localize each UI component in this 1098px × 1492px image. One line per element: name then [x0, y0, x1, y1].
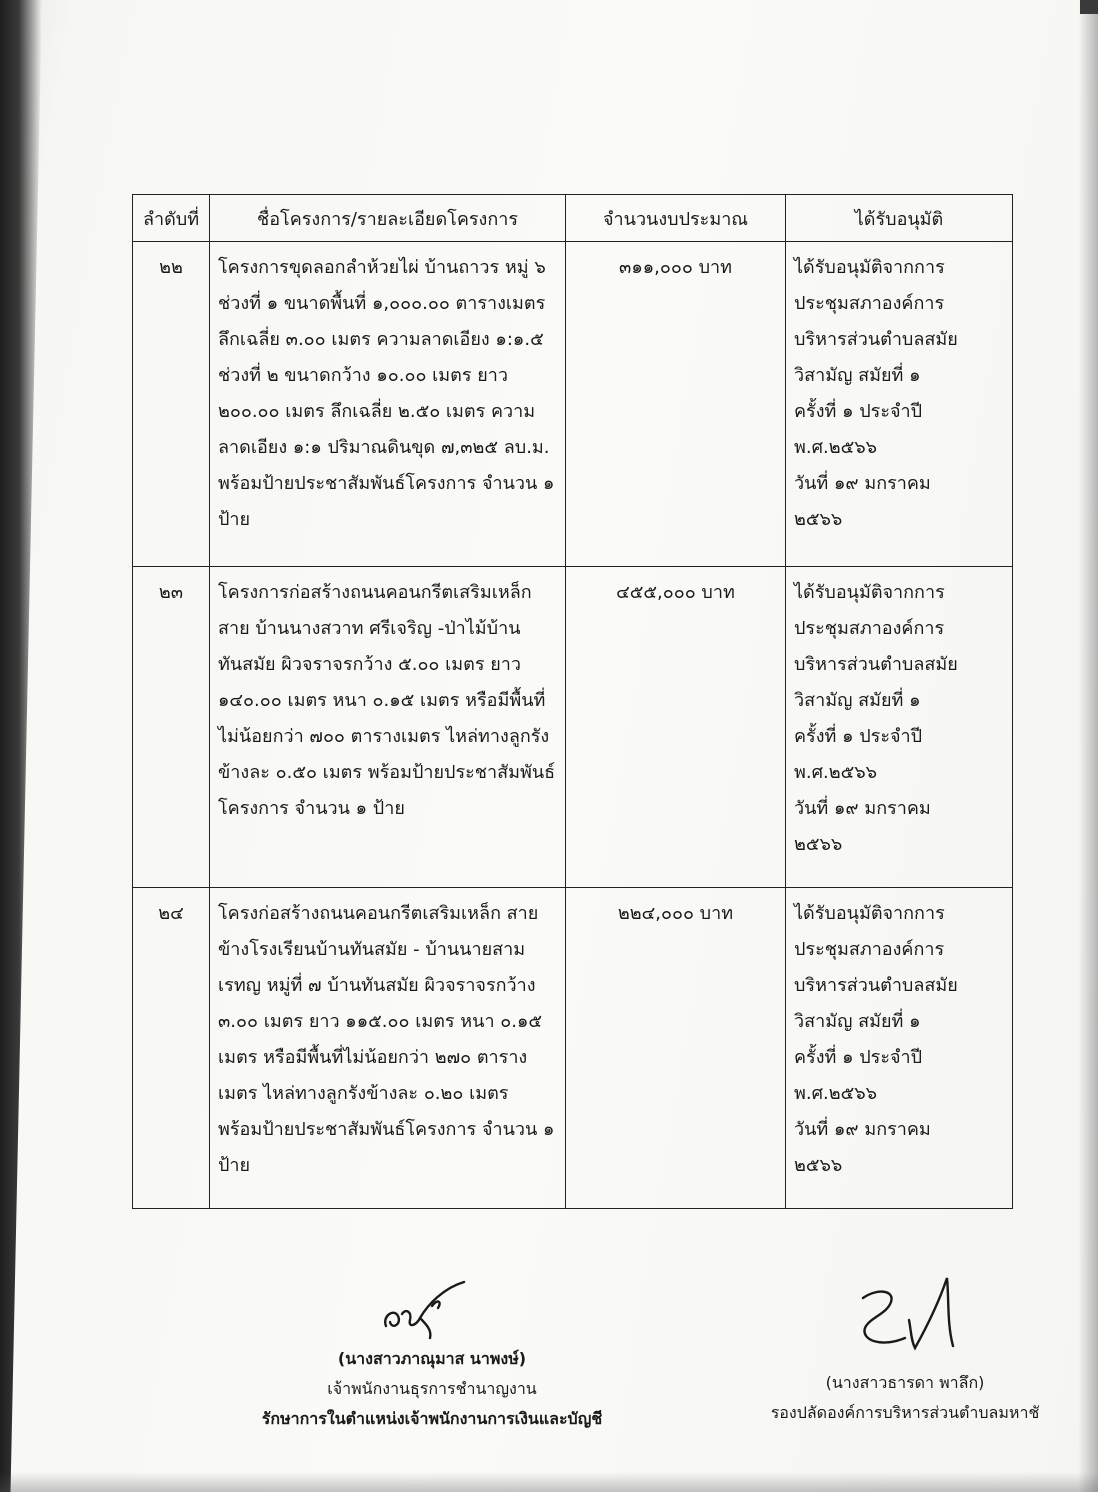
signature-block-left: [212, 1268, 652, 1434]
signer-position-right: รองปลัดองค์การบริหารส่วนตำบลมหาชั: [770, 1403, 1040, 1422]
scan-shadow-left: [0, 0, 42, 1492]
project-detail: โครงการก่อสร้างถนนคอนกรีตเสริมเหล็ก สาย บ้านนางสวาท ศรีเจริญ -ป่าไม้บ้าน ทันสมัย ผิวจราจรกว้าง ๕.๐๐ เมตร ยาว ๑๔๐.๐๐ เมตร หนา ๐.๑๕ เมตร หรือมีพื้นที่ ไม่น้อยกว่า ๗๐๐ ตารางเมตร ไหล่ทางลูกรัง ข้างละ ๐.๕๐ เมตร พร้อมป้ายประชาสัมพันธ์ โครงการ จำนวน ๑ ป้าย: [210, 567, 566, 888]
project-table: [132, 194, 1013, 1209]
table-header-row: [133, 195, 1013, 242]
signature-block-right: [740, 1268, 1070, 1428]
scan-shadow-bottom: [0, 1472, 1098, 1492]
handwritten-signature-icon: [372, 1268, 492, 1340]
scan-corner: [1080, 0, 1098, 14]
project-detail: โครงการขุดลอกลำห้วยไผ่ บ้านถาวร หมู่ ๖ ช่วงที่ ๑ ขนาดพื้นที่ ๑,๐๐๐.๐๐ ตารางเมตร ลึกเฉลี่ย ๓.๐๐ เมตร ความลาดเอียง ๑:๑.๕ ช่วงที่ ๒ ขนาดกว้าง ๑๐.๐๐ เมตร ยาว ๒๐๐.๐๐ เมตร ลึกเฉลี่ย ๒.๕๐ เมตร ความ ลาดเอียง ๑:๑ ปริมาณดินขุด ๗,๓๒๕ ลบ.ม. พร้อมป้ายประชาสัมพันธ์โครงการ จำนวน ๑ ป้าย: [210, 242, 566, 567]
table-row: [133, 567, 1013, 888]
table-row: [133, 888, 1013, 1209]
handwritten-signature-icon: [835, 1268, 975, 1364]
row-number: ๒๒: [133, 242, 210, 567]
project-budget: ๔๕๕,๐๐๐ บาท: [566, 567, 786, 888]
approval-note: ได้รับอนุมัติจากการ ประชุมสภาองค์การ บริหารส่วนตำบลสมัย วิสามัญ สมัยที่ ๑ ครั้งที่ ๑ ประจำปี พ.ศ.๒๕๖๖ วันที่ ๑๙ มกราคม ๒๕๖๖: [786, 888, 1013, 1209]
row-number: ๒๓: [133, 567, 210, 888]
header-project: ชื่อโครงการ/รายละเอียดโครงการ: [210, 195, 566, 242]
signer-acting-left: รักษาการในตำแหน่งเจ้าพนักงานการเงินและบัญชี: [261, 1409, 603, 1428]
header-approval: ได้รับอนุมัติ: [786, 195, 1013, 242]
signer-name-right: (นางสาวธารดา พาลึก): [825, 1373, 985, 1392]
project-budget: ๓๑๑,๐๐๐ บาท: [566, 242, 786, 567]
project-detail: โครงก่อสร้างถนนคอนกรีตเสริมเหล็ก สาย ข้างโรงเรียนบ้านทันสมัย - บ้านนายสาม เรทญ หมู่ที่ ๗ บ้านทันสมัย ผิวจราจรกว้าง ๓.๐๐ เมตร ยาว ๑๑๕.๐๐ เมตร หนา ๐.๑๕ เมตร หรือมีพื้นที่ไม่น้อยกว่า ๒๗๐ ตาราง เมตร ไหล่ทางลูกรังข้างละ ๐.๒๐ เมตร พร้อมป้ายประชาสัมพันธ์โครงการ จำนวน ๑ ป้าย: [210, 888, 566, 1209]
header-budget: จำนวนงบประมาณ: [566, 195, 786, 242]
project-budget: ๒๒๔,๐๐๐ บาท: [566, 888, 786, 1209]
approval-note: ได้รับอนุมัติจากการ ประชุมสภาองค์การ บริหารส่วนตำบลสมัย วิสามัญ สมัยที่ ๑ ครั้งที่ ๑ ประจำปี พ.ศ.๒๕๖๖ วันที่ ๑๙ มกราคม ๒๕๖๖: [786, 567, 1013, 888]
row-number: ๒๔: [133, 888, 210, 1209]
signer-position-left: เจ้าพนักงานธุรการชำนาญงาน: [327, 1379, 537, 1398]
signer-name-left: (นางสาวภาณุมาส นาพงษ์): [337, 1349, 527, 1368]
header-no: ลำดับที่: [133, 195, 210, 242]
approval-note: ได้รับอนุมัติจากการ ประชุมสภาองค์การ บริหารส่วนตำบลสมัย วิสามัญ สมัยที่ ๑ ครั้งที่ ๑ ประจำปี พ.ศ.๒๕๖๖ วันที่ ๑๙ มกราคม ๒๕๖๖: [786, 242, 1013, 567]
scan-shadow-right: [1078, 0, 1098, 1492]
table-row: [133, 242, 1013, 567]
